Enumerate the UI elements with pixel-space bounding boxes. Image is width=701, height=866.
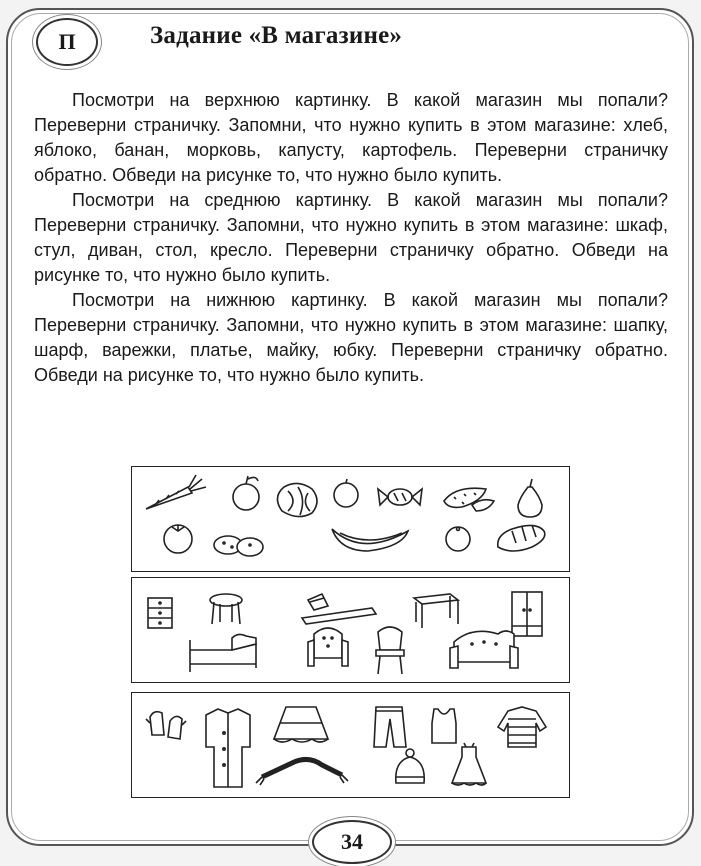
winter-hat-icon [396,749,424,783]
armchair-icon [308,628,348,666]
mittens-icon [146,712,186,739]
candy-icon [378,489,422,505]
page-title: Задание «В магазине» [150,22,403,49]
stool-icon [210,594,242,624]
page-number-badge [312,820,392,864]
coat-icon [206,709,250,787]
section-badge [36,18,98,66]
potato-icon [214,536,263,556]
bed-icon [190,634,256,672]
bread-loaf-icon [498,525,545,551]
page-number: 34 [341,829,363,854]
clothing-picture-panel [131,692,570,798]
grocery-picture-panel [131,466,570,572]
sofa-icon [450,631,518,668]
cabbage-icon [277,483,317,516]
furniture-picture-panel [131,577,570,683]
cucumber-icon [444,488,494,511]
section-badge-letter: П [58,29,76,54]
skirt-icon [274,707,328,742]
dress-icon [452,743,486,785]
task-text [34,88,668,388]
apple-round-icon [334,479,358,507]
paragraph-clothing: Посмотри на нижнюю картинку. В какой магазин мы попали? Переверни страничку. Запомни, что нужно купить в этом магазине: шапку, шарф, варежки, платье, майку, юбку. Переверни страничку обратно. Обведи на рисунке то, что нужно было купить. [34,290,668,385]
carrot-icon [146,475,206,509]
scarf-icon [256,759,348,785]
sofa-flat-icon [302,594,376,624]
apple-icon [233,476,259,510]
table-icon [414,594,458,628]
tomato-icon [164,525,192,553]
trousers-icon [374,707,406,747]
tank-top-icon [432,709,456,743]
striped-sweater-icon [498,707,546,747]
paragraph-grocery: Посмотри на верхнюю картинку. В какой магазин мы попали? Переверни страничку. Запомни, что нужно купить в этом магазине: хлеб, яблоко, банан, морковь, капусту, картофель. Переверни страничку обратно. Обведи на рисунке то, что нужно было купить. [34,90,668,185]
paragraph-furniture: Посмотри на среднюю картинку. В какой магазин мы попали? Переверни страничку. Запомни, что нужно купить в этом магазине: шкаф, стул, диван, стол, кресло. Переверни страничку обратно. Обведи на рисунке то, что нужно было купить. [34,190,668,285]
orange-icon [446,527,470,551]
banana-icon [332,529,408,551]
nightstand-icon [148,598,172,628]
wardrobe-icon [512,592,542,636]
pear-icon [518,479,542,517]
chair-icon [376,627,404,674]
